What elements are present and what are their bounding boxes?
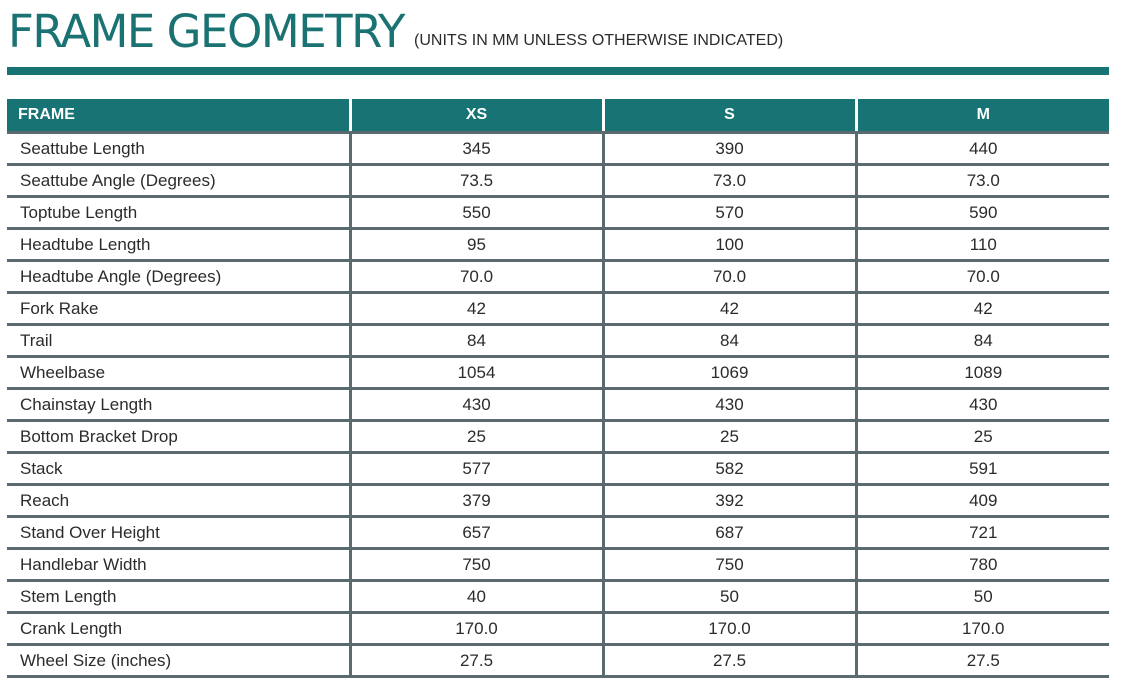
- cell-xs: 42: [350, 293, 603, 325]
- cell-s: 687: [603, 517, 856, 549]
- table-row: [7, 389, 1109, 421]
- cell-m: 721: [856, 517, 1109, 549]
- row-label: Bottom Bracket Drop: [7, 421, 350, 453]
- table-row: [7, 197, 1109, 229]
- cell-xs: 550: [350, 197, 603, 229]
- cell-s: 1069: [603, 357, 856, 389]
- row-label: Toptube Length: [7, 197, 350, 229]
- row-label: Reach: [7, 485, 350, 517]
- row-label: Headtube Angle (Degrees): [7, 261, 350, 293]
- geometry-table: [7, 99, 1109, 678]
- cell-xs: 577: [350, 453, 603, 485]
- cell-m: 25: [856, 421, 1109, 453]
- cell-m: 170.0: [856, 613, 1109, 645]
- cell-m: 84: [856, 325, 1109, 357]
- row-label: Chainstay Length: [7, 389, 350, 421]
- cell-m: 73.0: [856, 165, 1109, 197]
- cell-m: 440: [856, 133, 1109, 165]
- column-header-m: M: [856, 99, 1109, 133]
- page-subtitle: (UNITS IN MM UNLESS OTHERWISE INDICATED): [414, 32, 784, 49]
- cell-xs: 40: [350, 581, 603, 613]
- cell-xs: 27.5: [350, 645, 603, 677]
- table-row: [7, 293, 1109, 325]
- cell-s: 390: [603, 133, 856, 165]
- page-title: FRAME GEOMETRY: [8, 5, 405, 58]
- cell-xs: 25: [350, 421, 603, 453]
- header-divider: [7, 67, 1109, 75]
- cell-m: 50: [856, 581, 1109, 613]
- cell-s: 570: [603, 197, 856, 229]
- cell-xs: 345: [350, 133, 603, 165]
- cell-s: 430: [603, 389, 856, 421]
- page-header: [8, 4, 783, 60]
- row-label: Fork Rake: [7, 293, 350, 325]
- cell-s: 392: [603, 485, 856, 517]
- table-row: [7, 165, 1109, 197]
- cell-s: 42: [603, 293, 856, 325]
- table-row: [7, 133, 1109, 165]
- cell-m: 27.5: [856, 645, 1109, 677]
- table-header-row: [7, 99, 1109, 133]
- table-row: [7, 485, 1109, 517]
- table-row: [7, 645, 1109, 677]
- cell-m: 409: [856, 485, 1109, 517]
- row-label: Wheelbase: [7, 357, 350, 389]
- table-row: [7, 229, 1109, 261]
- cell-s: 70.0: [603, 261, 856, 293]
- cell-xs: 1054: [350, 357, 603, 389]
- table-row: [7, 581, 1109, 613]
- cell-m: 430: [856, 389, 1109, 421]
- cell-xs: 70.0: [350, 261, 603, 293]
- row-label: Seattube Length: [7, 133, 350, 165]
- cell-m: 42: [856, 293, 1109, 325]
- row-label: Seattube Angle (Degrees): [7, 165, 350, 197]
- table-row: [7, 421, 1109, 453]
- table-row: [7, 357, 1109, 389]
- column-header-frame: FRAME: [7, 99, 350, 133]
- row-label: Handlebar Width: [7, 549, 350, 581]
- cell-s: 73.0: [603, 165, 856, 197]
- cell-xs: 170.0: [350, 613, 603, 645]
- cell-m: 110: [856, 229, 1109, 261]
- cell-s: 84: [603, 325, 856, 357]
- cell-xs: 84: [350, 325, 603, 357]
- cell-xs: 95: [350, 229, 603, 261]
- column-header-s: S: [603, 99, 856, 133]
- cell-xs: 430: [350, 389, 603, 421]
- table-row: [7, 261, 1109, 293]
- cell-s: 170.0: [603, 613, 856, 645]
- row-label: Trail: [7, 325, 350, 357]
- cell-m: 780: [856, 549, 1109, 581]
- table-row: [7, 517, 1109, 549]
- row-label: Stand Over Height: [7, 517, 350, 549]
- cell-xs: 657: [350, 517, 603, 549]
- cell-s: 582: [603, 453, 856, 485]
- cell-xs: 750: [350, 549, 603, 581]
- row-label: Wheel Size (inches): [7, 645, 350, 677]
- cell-s: 100: [603, 229, 856, 261]
- row-label: Crank Length: [7, 613, 350, 645]
- cell-s: 25: [603, 421, 856, 453]
- table-row: [7, 613, 1109, 645]
- cell-xs: 379: [350, 485, 603, 517]
- table-row: [7, 549, 1109, 581]
- row-label: Stack: [7, 453, 350, 485]
- cell-m: 1089: [856, 357, 1109, 389]
- cell-s: 27.5: [603, 645, 856, 677]
- cell-xs: 73.5: [350, 165, 603, 197]
- cell-m: 70.0: [856, 261, 1109, 293]
- cell-s: 50: [603, 581, 856, 613]
- cell-m: 591: [856, 453, 1109, 485]
- table-row: [7, 325, 1109, 357]
- column-header-xs: XS: [350, 99, 603, 133]
- row-label: Stem Length: [7, 581, 350, 613]
- table-row: [7, 453, 1109, 485]
- cell-s: 750: [603, 549, 856, 581]
- cell-m: 590: [856, 197, 1109, 229]
- row-label: Headtube Length: [7, 229, 350, 261]
